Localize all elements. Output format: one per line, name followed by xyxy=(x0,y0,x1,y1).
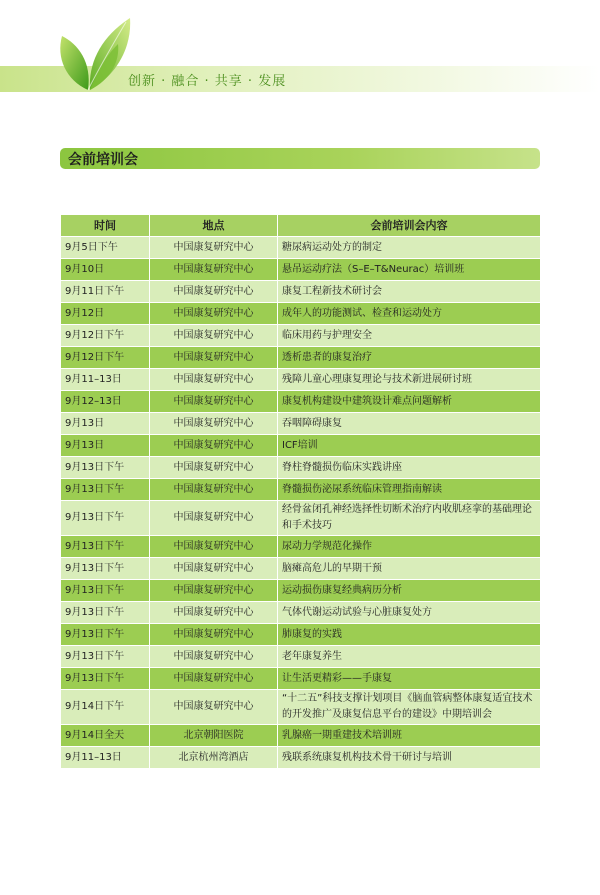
training-schedule-table xyxy=(60,214,541,769)
table-row xyxy=(61,580,541,602)
table-row xyxy=(61,690,541,725)
cell-content: 老年康复养生 xyxy=(278,646,541,668)
leaf-logo-icon xyxy=(48,10,138,96)
cell-time: 9月11–13日 xyxy=(61,369,150,391)
cell-place: 中国康复研究中心 xyxy=(150,558,278,580)
cell-time: 9月13日下午 xyxy=(61,602,150,624)
cell-place: 中国康复研究中心 xyxy=(150,413,278,435)
cell-place: 北京朝阳医院 xyxy=(150,725,278,747)
cell-place: 中国康复研究中心 xyxy=(150,501,278,536)
section-title-bar xyxy=(60,148,540,169)
header-place: 地点 xyxy=(150,215,278,237)
cell-content: 悬吊运动疗法（S–E–T&Neurac）培训班 xyxy=(278,259,541,281)
cell-place: 中国康复研究中心 xyxy=(150,624,278,646)
header-content: 会前培训会内容 xyxy=(278,215,541,237)
cell-content: 康复工程新技术研讨会 xyxy=(278,281,541,303)
cell-place: 中国康复研究中心 xyxy=(150,347,278,369)
cell-time: 9月13日下午 xyxy=(61,501,150,536)
table-row xyxy=(61,747,541,769)
cell-time: 9月10日 xyxy=(61,259,150,281)
cell-content: 残障儿童心理康复理论与技术新进展研讨班 xyxy=(278,369,541,391)
cell-time: 9月12日下午 xyxy=(61,347,150,369)
cell-time: 9月13日下午 xyxy=(61,558,150,580)
cell-time: 9月13日下午 xyxy=(61,457,150,479)
cell-content: 成年人的功能测试、检查和运动处方 xyxy=(278,303,541,325)
table-row xyxy=(61,259,541,281)
cell-time: 9月12–13日 xyxy=(61,391,150,413)
cell-time: 9月13日下午 xyxy=(61,624,150,646)
table-header-row xyxy=(61,215,541,237)
cell-time: 9月14日全天 xyxy=(61,725,150,747)
cell-content: 经骨盆闭孔神经选择性切断术治疗内收肌痉挛的基础理论和手术技巧 xyxy=(278,501,541,536)
cell-content: 运动损伤康复经典病历分析 xyxy=(278,580,541,602)
cell-time: 9月13日 xyxy=(61,435,150,457)
cell-time: 9月13日下午 xyxy=(61,668,150,690)
cell-content: 残联系统康复机构技术骨干研讨与培训 xyxy=(278,747,541,769)
cell-time: 9月13日下午 xyxy=(61,646,150,668)
cell-place: 中国康复研究中心 xyxy=(150,668,278,690)
cell-place: 中国康复研究中心 xyxy=(150,391,278,413)
table-row xyxy=(61,369,541,391)
cell-time: 9月13日下午 xyxy=(61,580,150,602)
table-row xyxy=(61,624,541,646)
cell-time: 9月13日 xyxy=(61,413,150,435)
table-row xyxy=(61,303,541,325)
cell-place: 中国康复研究中心 xyxy=(150,646,278,668)
cell-content: 透析患者的康复治疗 xyxy=(278,347,541,369)
table-row xyxy=(61,558,541,580)
table-row xyxy=(61,457,541,479)
table-row xyxy=(61,413,541,435)
table-row xyxy=(61,501,541,536)
cell-content: 康复机构建设中建筑设计难点问题解析 xyxy=(278,391,541,413)
cell-content: 乳腺癌一期重建技术培训班 xyxy=(278,725,541,747)
table-row xyxy=(61,325,541,347)
cell-place: 中国康复研究中心 xyxy=(150,303,278,325)
table-row xyxy=(61,479,541,501)
cell-content: 脊柱脊髓损伤临床实践讲座 xyxy=(278,457,541,479)
slogan: 创新 · 融合 · 共享 · 发展 xyxy=(128,74,287,89)
cell-place: 中国康复研究中心 xyxy=(150,690,278,725)
cell-content: 吞咽障碍康复 xyxy=(278,413,541,435)
cell-time: 9月11日下午 xyxy=(61,281,150,303)
cell-content: 糖尿病运动处方的制定 xyxy=(278,237,541,259)
cell-content: 脑瘫高危儿的早期干预 xyxy=(278,558,541,580)
cell-place: 中国康复研究中心 xyxy=(150,602,278,624)
cell-place: 中国康复研究中心 xyxy=(150,237,278,259)
cell-time: 9月12日 xyxy=(61,303,150,325)
header-time: 时间 xyxy=(61,215,150,237)
section-title: 会前培训会 xyxy=(68,152,138,168)
cell-place: 中国康复研究中心 xyxy=(150,457,278,479)
cell-content: 临床用药与护理安全 xyxy=(278,325,541,347)
cell-time: 9月12日下午 xyxy=(61,325,150,347)
cell-time: 9月13日下午 xyxy=(61,536,150,558)
table-row xyxy=(61,237,541,259)
cell-content: 脊髓损伤泌尿系统临床管理指南解读 xyxy=(278,479,541,501)
cell-place: 中国康复研究中心 xyxy=(150,281,278,303)
table-row xyxy=(61,646,541,668)
table-row xyxy=(61,536,541,558)
cell-content: 尿动力学规范化操作 xyxy=(278,536,541,558)
cell-content: 肺康复的实践 xyxy=(278,624,541,646)
table-row xyxy=(61,435,541,457)
cell-content: 气体代谢运动试验与心脏康复处方 xyxy=(278,602,541,624)
cell-time: 9月13日下午 xyxy=(61,479,150,501)
cell-place: 中国康复研究中心 xyxy=(150,435,278,457)
cell-time: 9月14日下午 xyxy=(61,690,150,725)
cell-place: 北京杭州湾酒店 xyxy=(150,747,278,769)
table-row xyxy=(61,281,541,303)
cell-place: 中国康复研究中心 xyxy=(150,259,278,281)
cell-time: 9月11–13日 xyxy=(61,747,150,769)
table-row xyxy=(61,347,541,369)
table-row xyxy=(61,391,541,413)
cell-content: ICF培训 xyxy=(278,435,541,457)
cell-content: 让生活更精彩——手康复 xyxy=(278,668,541,690)
cell-place: 中国康复研究中心 xyxy=(150,479,278,501)
cell-place: 中国康复研究中心 xyxy=(150,536,278,558)
cell-place: 中国康复研究中心 xyxy=(150,369,278,391)
table-row xyxy=(61,725,541,747)
cell-place: 中国康复研究中心 xyxy=(150,580,278,602)
cell-content: “十二五”科技支撑计划项目《脑血管病整体康复适宜技术的开发推广及康复信息平台的建设》中期培训会 xyxy=(278,690,541,725)
table-row xyxy=(61,668,541,690)
table-row xyxy=(61,602,541,624)
cell-time: 9月5日下午 xyxy=(61,237,150,259)
cell-place: 中国康复研究中心 xyxy=(150,325,278,347)
